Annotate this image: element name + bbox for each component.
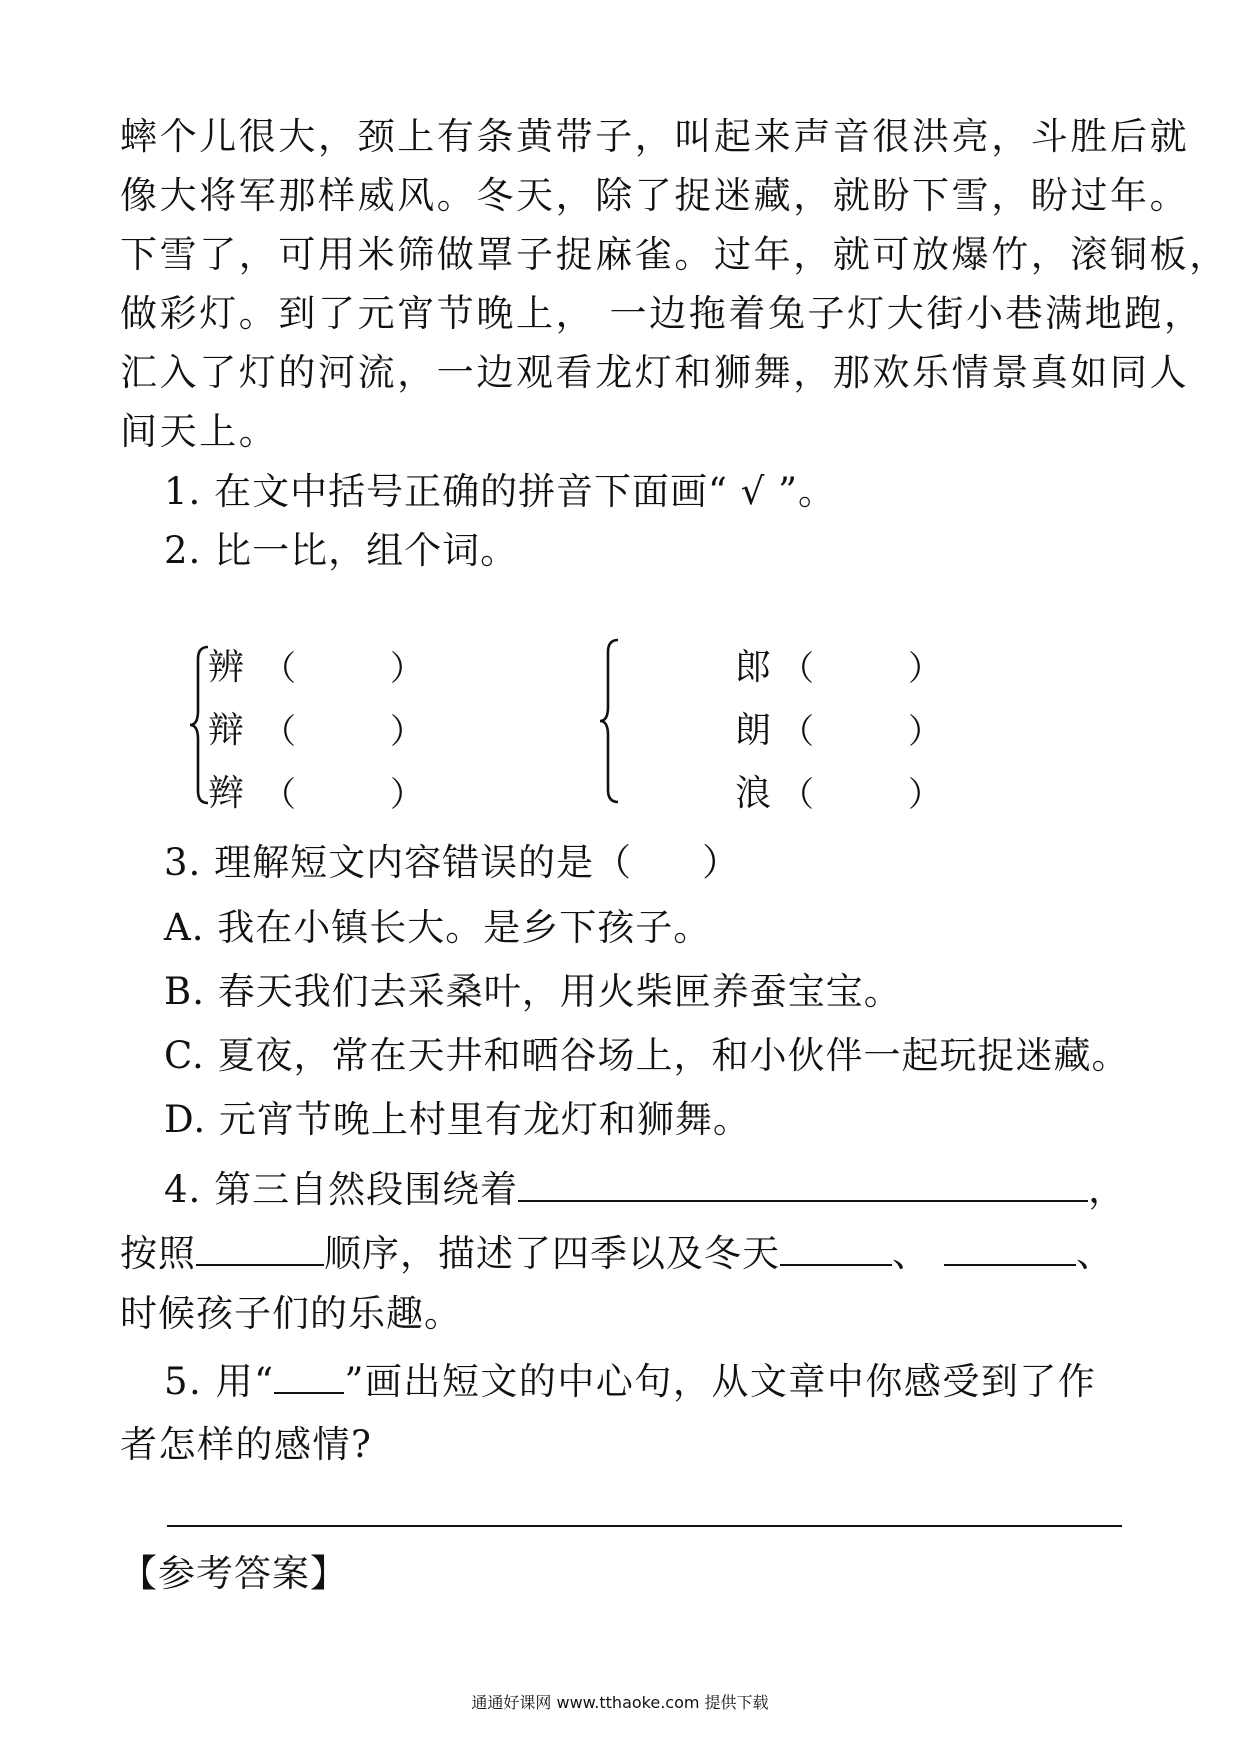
passage-line-6: 间天上。 bbox=[120, 410, 279, 453]
question-4-text-e: 、 bbox=[892, 1232, 930, 1275]
fill-blank-4 bbox=[944, 1230, 1076, 1266]
question-3-text: 3. 理解短文内容错误的是（ bbox=[164, 841, 633, 884]
question-4-line-2 bbox=[120, 1230, 1114, 1275]
question-5-line-1 bbox=[164, 1360, 1097, 1403]
passage-line-4: 做彩灯。到了元宵节晚上， 一边拖着兔子灯大街小巷满地跑， bbox=[120, 292, 1204, 335]
char-right-2: 朗 bbox=[735, 710, 772, 751]
passage-line-2: 像大将军那样威风。冬天，除了捉迷藏，就盼下雪，盼过年。 bbox=[120, 174, 1190, 217]
char-right-3: 浪 bbox=[735, 773, 772, 814]
question-5-text-b: ”画出短文的中心句，从文章中你感受到了作 bbox=[344, 1360, 1097, 1403]
char-right-1: 郎 bbox=[735, 647, 772, 688]
question-3-title bbox=[164, 841, 741, 884]
fill-blank-1 bbox=[518, 1166, 1088, 1202]
question-4-text-c: 按照 bbox=[120, 1232, 196, 1275]
paren-open: （ bbox=[780, 649, 814, 689]
answer-heading: 【参考答案】 bbox=[120, 1552, 348, 1595]
char-left-1: 辨 bbox=[208, 647, 245, 688]
question-4-text-f: 、 bbox=[1076, 1232, 1114, 1275]
question-1: 1. 在文中括号正确的拼音下面画“ √ ”。 bbox=[164, 470, 836, 513]
question-4-text-b: ， bbox=[1088, 1168, 1127, 1211]
paren-open: （ bbox=[262, 649, 296, 689]
answer-line bbox=[167, 1525, 1122, 1527]
question-4-text-a: 4. 第三自然段围绕着 bbox=[164, 1168, 519, 1211]
option-a: A. 我在小镇长大。是乡下孩子。 bbox=[164, 906, 712, 949]
paren-close: ） bbox=[390, 712, 424, 752]
char-left-3: 辫 bbox=[208, 773, 245, 814]
page-footer: 通通好课网 www.tthaoke.com 提供下载 bbox=[471, 1693, 769, 1712]
paren-open: （ bbox=[780, 775, 814, 815]
question-3-close: ） bbox=[702, 841, 741, 884]
question-4-line-1 bbox=[164, 1166, 1127, 1211]
question-4-text-d: 顺序，描述了四季以及冬天 bbox=[324, 1232, 780, 1275]
passage-line-1: 蟀个儿很大，颈上有条黄带子，叫起来声音很洪亮，斗胜后就 bbox=[120, 115, 1190, 158]
passage-line-3: 下雪了，可用米筛做罩子捉麻雀。过年，就可放爆竹，滚铜板， bbox=[120, 233, 1229, 276]
fill-blank-3 bbox=[780, 1230, 892, 1266]
option-d: D. 元宵节晚上村里有龙灯和狮舞。 bbox=[164, 1098, 751, 1141]
question-5-line-2: 者怎样的感情? bbox=[120, 1423, 373, 1466]
left-brace-icon bbox=[188, 645, 210, 805]
underline-sample bbox=[274, 1362, 344, 1394]
passage-line-5: 汇入了灯的河流，一边观看龙灯和狮舞，那欢乐情景真如同人 bbox=[120, 351, 1190, 394]
question-5-text-a: 5. 用“ bbox=[164, 1360, 275, 1403]
fill-blank-2 bbox=[196, 1230, 324, 1266]
paren-close: ） bbox=[908, 649, 942, 689]
paren-open: （ bbox=[262, 712, 296, 752]
paren-open: （ bbox=[780, 712, 814, 752]
paren-close: ） bbox=[390, 649, 424, 689]
option-b: B. 春天我们去采桑叶，用火柴匣养蚕宝宝。 bbox=[164, 970, 902, 1013]
paren-close: ） bbox=[390, 775, 424, 815]
paren-close: ） bbox=[908, 775, 942, 815]
question-4-line-3: 时候孩子们的乐趣。 bbox=[120, 1292, 462, 1335]
paren-open: （ bbox=[262, 775, 296, 815]
right-group-brace-icon bbox=[598, 638, 620, 804]
paren-close: ） bbox=[908, 712, 942, 752]
question-2-title: 2. 比一比，组个词。 bbox=[164, 529, 519, 572]
char-left-2: 辩 bbox=[208, 710, 245, 751]
option-c: C. 夏夜，常在天井和晒谷场上，和小伙伴一起玩捉迷藏。 bbox=[164, 1034, 1130, 1077]
